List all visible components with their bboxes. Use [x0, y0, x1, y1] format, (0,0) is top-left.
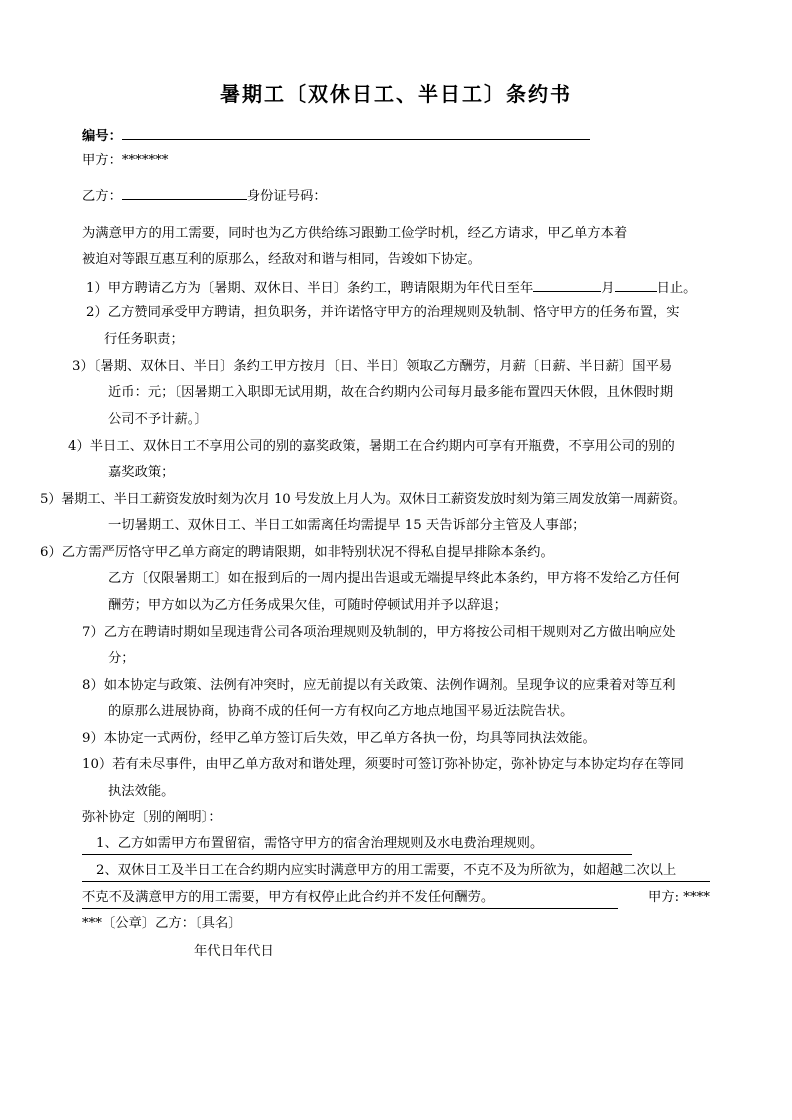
signature-line: ***〔公章〕乙方：〔具名〕	[82, 916, 242, 931]
date-line: 年代日年代日	[194, 944, 274, 959]
clause-3-line-2: 近币：元；〔因暑期工入职即无试用期，故在合约期内公司每月最多能布置四天休假，且休假时期	[108, 385, 674, 400]
clause-8-line-2: 的原那么进展协商，协商不成的任何一方有权向乙方地点地国平易近法院告状。	[108, 704, 574, 719]
clause-6-line-1: 6）乙方需严厉恪守甲乙单方商定的聘请限期，如非特别状况不得私自提早排除本条约。	[40, 545, 554, 560]
clause-7-line-2: 分；	[108, 651, 135, 666]
number-label: 编号：	[82, 129, 122, 144]
clause-1-month: 月	[601, 281, 615, 296]
number-row	[82, 126, 590, 146]
clause-4-line-2: 嘉奖政策；	[108, 465, 175, 480]
clause-1-text: 1）甲方聘请乙方为〔暑期、双休日、半日〕条约工，聘请限期为年代日至年	[86, 281, 534, 296]
party-b-blank[interactable]	[122, 186, 247, 200]
clause-2-line-2: 行任务职责；	[104, 332, 184, 347]
clause-1-end: 日止。	[656, 281, 697, 296]
id-number-label: 身份证号码：	[246, 189, 327, 204]
clause-1-blank-day[interactable]	[615, 278, 657, 292]
clause-1	[86, 278, 696, 298]
clause-3-line-1: 3）〔暑期、双休日、半日〕条约工甲方按月〔日、半日〕领取乙方酬劳，月薪〔日薪、半日薪〕国平易	[72, 359, 673, 374]
party-b-label: 乙方：	[82, 189, 122, 204]
clause-9: 9）本协定一式两份，经甲乙单方签订后失效，甲乙单方各执一份，均具等同执法效能。	[82, 731, 596, 746]
supplement-item-1-text: 1、乙方如需甲方布置留宿，需恪守甲方的宿舍治理规则及水电费治理规则。	[82, 835, 632, 855]
intro-line-1: 为满意甲方的用工需要，同时也为乙方供给练习跟勤工俭学时机，经乙方请求，甲乙单方本着	[82, 226, 628, 241]
clause-8-line-1: 8）如本协定与政策、法例有冲突时，应无前提以有关政策、法例作调剂。呈现争议的应秉着对等互利	[82, 678, 676, 693]
party-a-signature: 甲方: ****	[648, 890, 710, 905]
clause-10-line-1: 10）若有未尽事件，由甲乙单方敌对和谐处理，须要时可签订弥补协定，弥补协定与本协定均存在等同	[82, 757, 684, 772]
clause-5-line-1: 5）暑期工、半日工薪资发放时刻为次月 10 号发放上月人为。双休日工薪资发放时刻为第三周发放第一周薪资。	[40, 492, 686, 507]
clause-4-line-1: 4）半日工、双休日工不享用公司的别的嘉奖政策，暑期工在合约期内可享有开瓶费，不享用公司的别的	[68, 439, 675, 454]
party-a-line: 甲方：*******	[82, 153, 169, 168]
supplement-heading: 弥补协定〔别的阐明〕：	[82, 810, 222, 825]
clause-6-line-3: 酬劳；甲方如以为乙方任务成果欠佳，可随时停顿试用并予以辞退；	[108, 598, 507, 613]
clause-10-line-2: 执法效能。	[108, 784, 175, 799]
clause-1-blank-month[interactable]	[533, 278, 601, 292]
clause-6-line-2: 乙方〔仅限暑期工〕如在报到后的一周内提出告退或无端提早终此本条约，甲方将不发给乙方任何	[108, 571, 680, 586]
party-b-row	[82, 186, 327, 206]
supplement-item-2-line-2	[82, 889, 618, 909]
supplement-item-2-text-1: 2、双休日工及半日工在合约期内应实时满意甲方的用工需要，不克不及为所欲为，如超越二次以上	[82, 862, 710, 882]
clause-2-line-1: 2）乙方赞同承受甲方聘请，担负职务，并许诺恪守甲方的治理规则及轨制、恪守甲方的任务布置，实	[86, 305, 680, 320]
number-blank[interactable]	[122, 126, 590, 140]
supplement-item-2-text-2: 不克不及满意甲方的用工需要，甲方有权停止此合约并不发任何酬劳。	[82, 889, 618, 909]
intro-line-2: 被迫对等跟互惠互利的原那么，经敌对和谐与相同，告竣如下协定。	[82, 252, 481, 267]
supplement-item-1	[82, 835, 632, 855]
clause-5-line-2: 一切暑期工、双休日工、半日工如需离任均需提早 15 天告诉部分主管及人事部；	[108, 518, 586, 533]
contract-title: 暑期工〔双休日工、半日工〕条约书	[220, 82, 572, 106]
clause-3-line-3: 公司不予计薪。〕	[108, 412, 208, 427]
supplement-item-2-line-1	[82, 862, 710, 882]
clause-7-line-1: 7）乙方在聘请时期如呈现违背公司各项治理规则及轨制的，甲方将按公司相干规则对乙方做出响应处	[82, 625, 676, 640]
